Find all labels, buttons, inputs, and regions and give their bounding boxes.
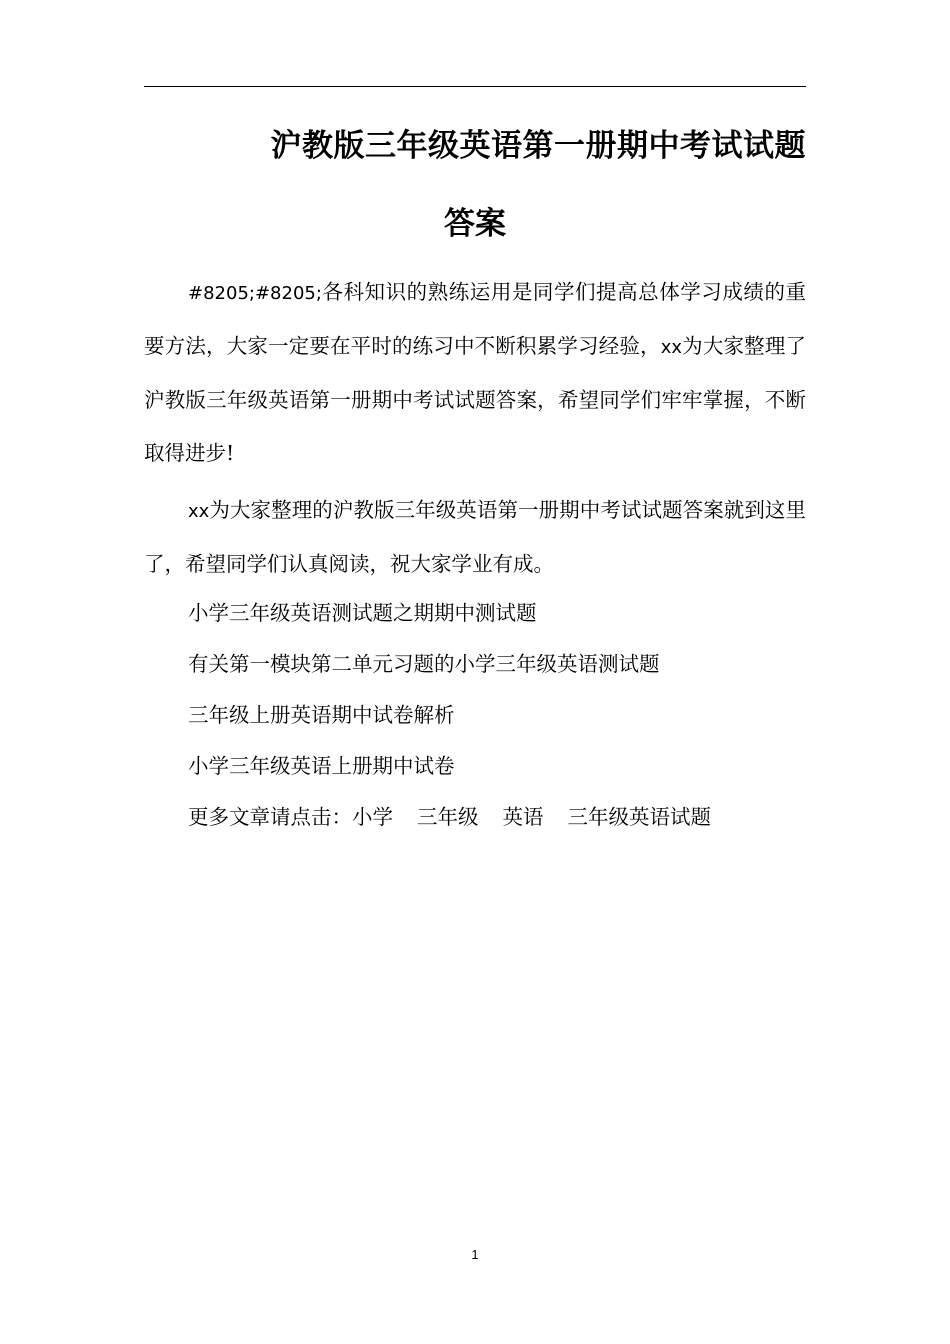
document-title-line-1: 沪教版三年级英语第一册期中考试试题 [270, 128, 806, 164]
intro-paragraph [144, 266, 806, 480]
more-articles-line [188, 802, 806, 832]
intro-text-b: 为大家整理了沪教版三年级英语第一册期中考试试题答案，希望同学们牢牢掌握，不断取得进步! [144, 334, 807, 465]
more-link-english[interactable]: 英语 [502, 805, 544, 829]
closing-xx: xx [188, 501, 210, 522]
page-number: 1 [471, 1247, 479, 1262]
header-rule [144, 86, 806, 87]
more-articles-label: 更多文章请点击： [188, 805, 352, 829]
intro-text-a: 各科知识的熟练运用是同学们提高总体学习成绩的重要方法，大家一定要在平时的练习中不断积累学习经验， [144, 280, 806, 358]
more-link-grade-three-english-tests[interactable]: 三年级英语试题 [567, 805, 711, 829]
intro-lead-code: #8205;#8205; [188, 283, 322, 304]
document-title-line-2: 答案 [444, 206, 506, 242]
intro-xx: xx [660, 337, 682, 358]
related-link[interactable]: 有关第一模块第二单元习题的小学三年级英语测试题 [188, 652, 660, 676]
more-link-grade-three[interactable]: 三年级 [417, 805, 479, 829]
related-link[interactable]: 三年级上册英语期中试卷解析 [188, 703, 455, 727]
closing-text: 为大家整理的沪教版三年级英语第一册期中考试试题答案就到这里了，希望同学们认真阅读，祝大家学业有成。 [144, 498, 806, 576]
related-link[interactable]: 小学三年级英语测试题之期期中测试题 [188, 601, 537, 625]
closing-paragraph [144, 484, 806, 591]
related-link[interactable]: 小学三年级英语上册期中试卷 [188, 754, 455, 778]
more-link-primary-school[interactable]: 小学 [352, 805, 393, 829]
